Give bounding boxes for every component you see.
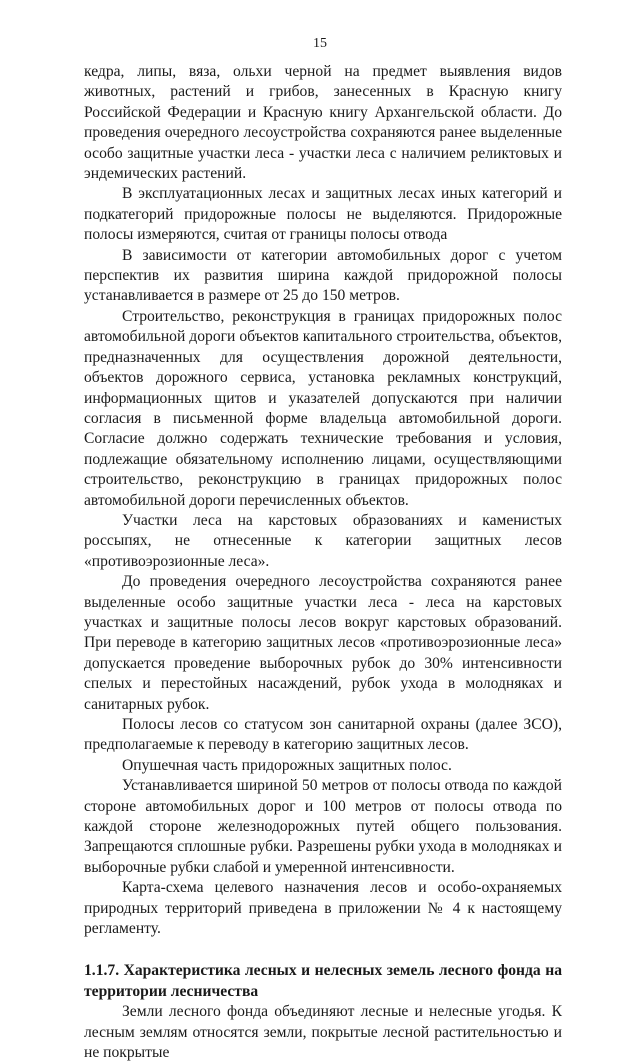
paragraph-strip-width: В зависимости от категории автомобильных дорог с учетом перспектив их развития ширина каждой придорожной полосы устанавливается в размере от 25 до 150 метров. bbox=[84, 246, 562, 305]
page-number: 15 bbox=[313, 36, 327, 51]
paragraph-edge-width: Устанавливается шириной 50 метров от полосы отвода по каждой стороне автомобильных дорог и 100 метров от полосы отвода по каждой стороне железнодорожных путей общего пользования. Запрещаются сплошные рубки. Разрешены рубки ухода в молодняках и выборочные рубки слабой и умеренной интенсивности. bbox=[84, 777, 562, 876]
document-body bbox=[84, 62, 562, 1064]
paragraph-construction: Строительство, реконструкция в границах придорожных полос автомобильной дороги объектов капитального строительства, объектов, предназначенных для осуществления дорожной деятельности, объектов дорожного сервиса, установка рекламных конструкций, информационных щитов и указателей допускаются при наличии согласия в письменной форме владельца автомобильной дороги. Согласие должно содержать технические требования и условия, подлежащие обязательному исполнению лицами, осуществляющими строительство, реконструкцию в границах придорожных полос автомобильной дороги перечисленных объектов. bbox=[84, 307, 562, 509]
paragraph-sanitary-zones: Полосы лесов со статусом зон санитарной охраны (далее ЗСО), предполагаемые к переводу в категорию защитных лесов. bbox=[84, 716, 562, 754]
paragraph-map-reference: Карта-схема целевого назначения лесов и особо-охраняемых природных территорий приведена в приложении № 4 к настоящему регламенту. bbox=[84, 879, 562, 938]
paragraph-forest-edge: Опушечная часть придорожных защитных полос. bbox=[122, 756, 452, 774]
paragraph-roadside-strips: В эксплуатационных лесах и защитных лесах иных категорий и подкатегорий придорожные полосы не выделяются. Придорожные полосы измеряются, считая от границы полосы отвода bbox=[84, 185, 562, 244]
paragraph-karst-protection: До проведения очередного лесоустройства сохраняются ранее выделенные особо защитные участки леса - леса на карстовых участках и защитные полосы лесов вокруг карстовых образований. При переводе в категорию защитных лесов «противоэрозионные леса» допускается проведение выборочных рубок до 30% интенсивности спелых и перестойных насаждений, рубок ухода в молодняках и санитарных рубок. bbox=[84, 573, 562, 713]
section-heading: 1.1.7. Характеристика лесных и нелесных земель лесного фонда на территории лесничества bbox=[84, 962, 562, 1000]
paragraph-karst-areas: Участки леса на карстовых образованиях и каменистых россыпях, не отнесенные к категории защитных лесов «противоэрозионные леса». bbox=[84, 511, 562, 570]
paragraph-continuation: кедра, липы, вяза, ольхи черной на предмет выявления видов животных, растений и грибов, занесенных в Красную книгу Российской Федерации и Красную книгу Архангельской области. До проведения очередного лесоустройства сохраняются ранее выделенные особо защитные участки леса - участки леса с наличием реликтовых и эндемических растений. bbox=[84, 63, 562, 183]
paragraph-land-fund: Земли лесного фонда объединяют лесные и нелесные угодья. К лесным землям относятся земли, покрытые лесной растительностью и не покрытые bbox=[84, 1003, 562, 1062]
